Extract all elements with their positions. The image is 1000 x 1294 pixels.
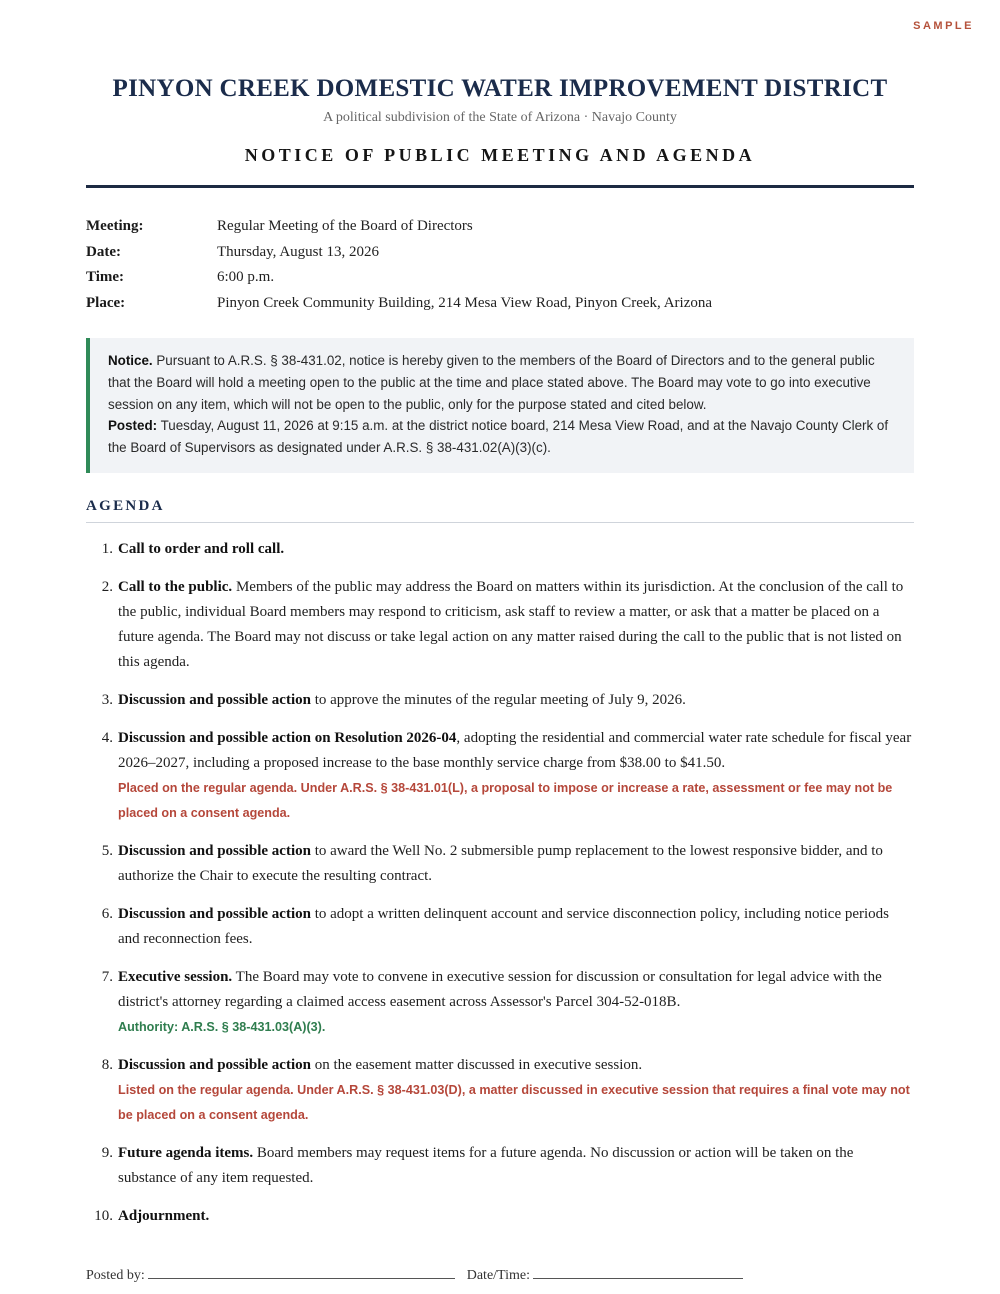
agenda-item-body	[118, 1204, 914, 1229]
agenda-item-lead: Future agenda items.	[118, 1144, 254, 1161]
agenda-item-number: 2.	[101, 578, 113, 595]
sample-watermark: SAMPLE	[913, 20, 974, 32]
agenda-item	[86, 575, 914, 675]
agenda-item-lead: Executive session.	[118, 968, 233, 985]
agenda-item-lead: Discussion and possible action	[118, 691, 311, 708]
agenda-item-body	[118, 839, 914, 889]
agenda-item-lead: Call to the public.	[118, 578, 233, 595]
agenda-item-text	[118, 688, 914, 713]
info-label: Place:	[86, 294, 126, 311]
agenda-item	[86, 726, 914, 826]
agenda-item-body	[118, 726, 914, 826]
agenda-item-body	[118, 965, 914, 1040]
place-info-row	[86, 291, 914, 317]
datetime-label: Date/Time:	[466, 1268, 530, 1283]
datetime-line	[533, 1264, 743, 1279]
info-value: Pinyon Creek Community Building, 214 Mesa View Road, Pinyon Creek, Arizona	[217, 294, 713, 311]
agenda-item-number: 5.	[101, 842, 113, 859]
agenda-item-text	[118, 1141, 914, 1191]
agenda-item	[86, 1204, 914, 1229]
posted-label: Posted:	[108, 418, 158, 434]
agenda-item-description: The Board may vote to convene in executive session for discussion or consultation for legal advice with the district's attorney regarding a claimed access easement across Assessor's Parcel 304-52-018B.	[118, 968, 882, 1010]
agenda-item-lead: Discussion and possible action on Resolution 2026-04	[118, 729, 457, 746]
agenda-item-authority-note: Authority: A.R.S. § 38-431.03(A)(3).	[118, 1019, 326, 1034]
meeting-info	[86, 214, 914, 316]
agenda-item-legal-note: Listed on the regular agenda. Under A.R.S. § 38-431.03(D), a matter discussed in executive session that requires a final vote may not be placed on a consent agenda.	[118, 1082, 910, 1122]
info-label: Time:	[86, 269, 125, 285]
agenda-item-text	[118, 726, 914, 776]
agenda-item-text	[118, 839, 914, 889]
agenda-item-text	[118, 1053, 914, 1078]
notice-title: NOTICE OF PUBLIC MEETING AND AGENDA	[244, 145, 756, 165]
agenda-item-body	[118, 902, 914, 952]
agenda-item-description: Board members may request items for a future agenda. No discussion or action will be taken on the substance of any item requested.	[118, 1144, 854, 1186]
time-info-row	[86, 265, 914, 291]
agenda-item-lead: Adjournment.	[118, 1207, 210, 1224]
agenda-item-lead: Discussion and possible action	[118, 1056, 311, 1073]
info-label: Date:	[86, 243, 121, 260]
posted-by-line	[148, 1264, 455, 1279]
agenda-item-body	[118, 1141, 914, 1191]
district-subtitle: A political subdivision of the State of Arizona · Navajo County	[323, 110, 677, 125]
agenda-item-legal-note: Placed on the regular agenda. Under A.R.S. § 38-431.01(L), a proposal to impose or increase a rate, assessment or fee may not be placed on a consent agenda.	[118, 780, 893, 820]
agenda-item-description: Members of the public may address the Board on matters within its jurisdiction. At the conclusion of the call to the public, individual Board members may respond to criticism, ask staff to review a matter, or ask that a matter be placed on a future agenda. The Board may not discuss or take legal action on any matter raised during the call to the public that is not listed on this agenda.	[118, 578, 904, 670]
agenda-item-body	[118, 575, 914, 675]
notice-paragraph	[108, 350, 894, 415]
notice-box	[86, 338, 914, 473]
agenda-item	[86, 1053, 914, 1128]
agenda-item	[86, 688, 914, 713]
agenda-item-description: , adopting the residential and commercial water rate schedule for fiscal year 2026–2027, including a proposed increase to the base monthly service charge from $38.00 to $41.50.	[118, 729, 912, 771]
agenda-item-text	[118, 537, 914, 562]
agenda-item-number: 4.	[101, 729, 113, 746]
header-rule	[86, 185, 914, 188]
agenda-item-description: to award the Well No. 2 submersible pump replacement to the lowest responsive bidder, and to authorize the Chair to execute the resulting contract.	[118, 842, 883, 884]
notice-label: Notice.	[108, 353, 153, 368]
posted-paragraph	[108, 415, 894, 459]
agenda-item-lead: Call to order and roll call.	[118, 540, 285, 557]
info-value: Regular Meeting of the Board of Directors	[217, 218, 473, 234]
agenda-item-text	[118, 1204, 914, 1229]
info-value: 6:00 p.m.	[217, 269, 275, 285]
info-value: Thursday, August 13, 2026	[217, 243, 379, 260]
signature-block	[86, 1264, 743, 1284]
district-title: PINYON CREEK DOMESTIC WATER IMPROVEMENT DISTRICT	[112, 75, 888, 102]
agenda-item-lead: Discussion and possible action	[118, 905, 311, 922]
agenda-item-number: 7.	[101, 968, 113, 985]
agenda-item-text	[118, 902, 914, 952]
agenda-item	[86, 965, 914, 1040]
meeting-info-row	[86, 214, 914, 240]
agenda-item-body	[118, 688, 914, 713]
agenda-item-body	[118, 537, 914, 562]
agenda-heading: AGENDA	[86, 496, 914, 523]
agenda-item-description: to approve the minutes of the regular meeting of July 9, 2026.	[310, 691, 686, 708]
info-label: Meeting:	[86, 218, 144, 234]
agenda-item-number: 6.	[101, 905, 113, 922]
agenda-item	[86, 1141, 914, 1191]
agenda-item-description: to adopt a written delinquent account and service disconnection policy, including notice periods and reconnection fees.	[118, 905, 890, 947]
agenda-item-text	[118, 965, 914, 1015]
posted-by-label: Posted by:	[86, 1268, 145, 1283]
agenda-item	[86, 839, 914, 889]
date-info-row	[86, 240, 914, 266]
agenda-item-number: 10.	[94, 1207, 113, 1224]
agenda-item-text	[118, 575, 914, 675]
agenda-item-body	[118, 1053, 914, 1128]
agenda-item-number: 3.	[101, 691, 113, 708]
agenda-item-number: 8.	[101, 1056, 113, 1073]
posted-text: Tuesday, August 11, 2026 at 9:15 a.m. at the district notice board, 214 Mesa View Road, and at the Navajo County Clerk of the Board of Supervisors as designated under A.R.S. § 38-431.02(A)(3)(c).	[108, 418, 889, 456]
agenda-item	[86, 537, 914, 562]
agenda-item-lead: Discussion and possible action	[118, 842, 311, 859]
agenda-item	[86, 902, 914, 952]
agenda-list	[86, 537, 914, 1229]
notice-text: Pursuant to A.R.S. § 38-431.02, notice is hereby given to the members of the Board of Directors and to the general public that the Board will hold a meeting open to the public at the time and place stated above. The Board may vote to go into executive session on any item, which will not be open to the public, only for the purpose stated and cited below.	[108, 353, 875, 412]
agenda-item-number: 1.	[101, 540, 113, 557]
agenda-item-description: on the easement matter discussed in executive session.	[310, 1056, 643, 1073]
agenda-item-number: 9.	[101, 1144, 113, 1161]
notice-document	[86, 0, 914, 1242]
